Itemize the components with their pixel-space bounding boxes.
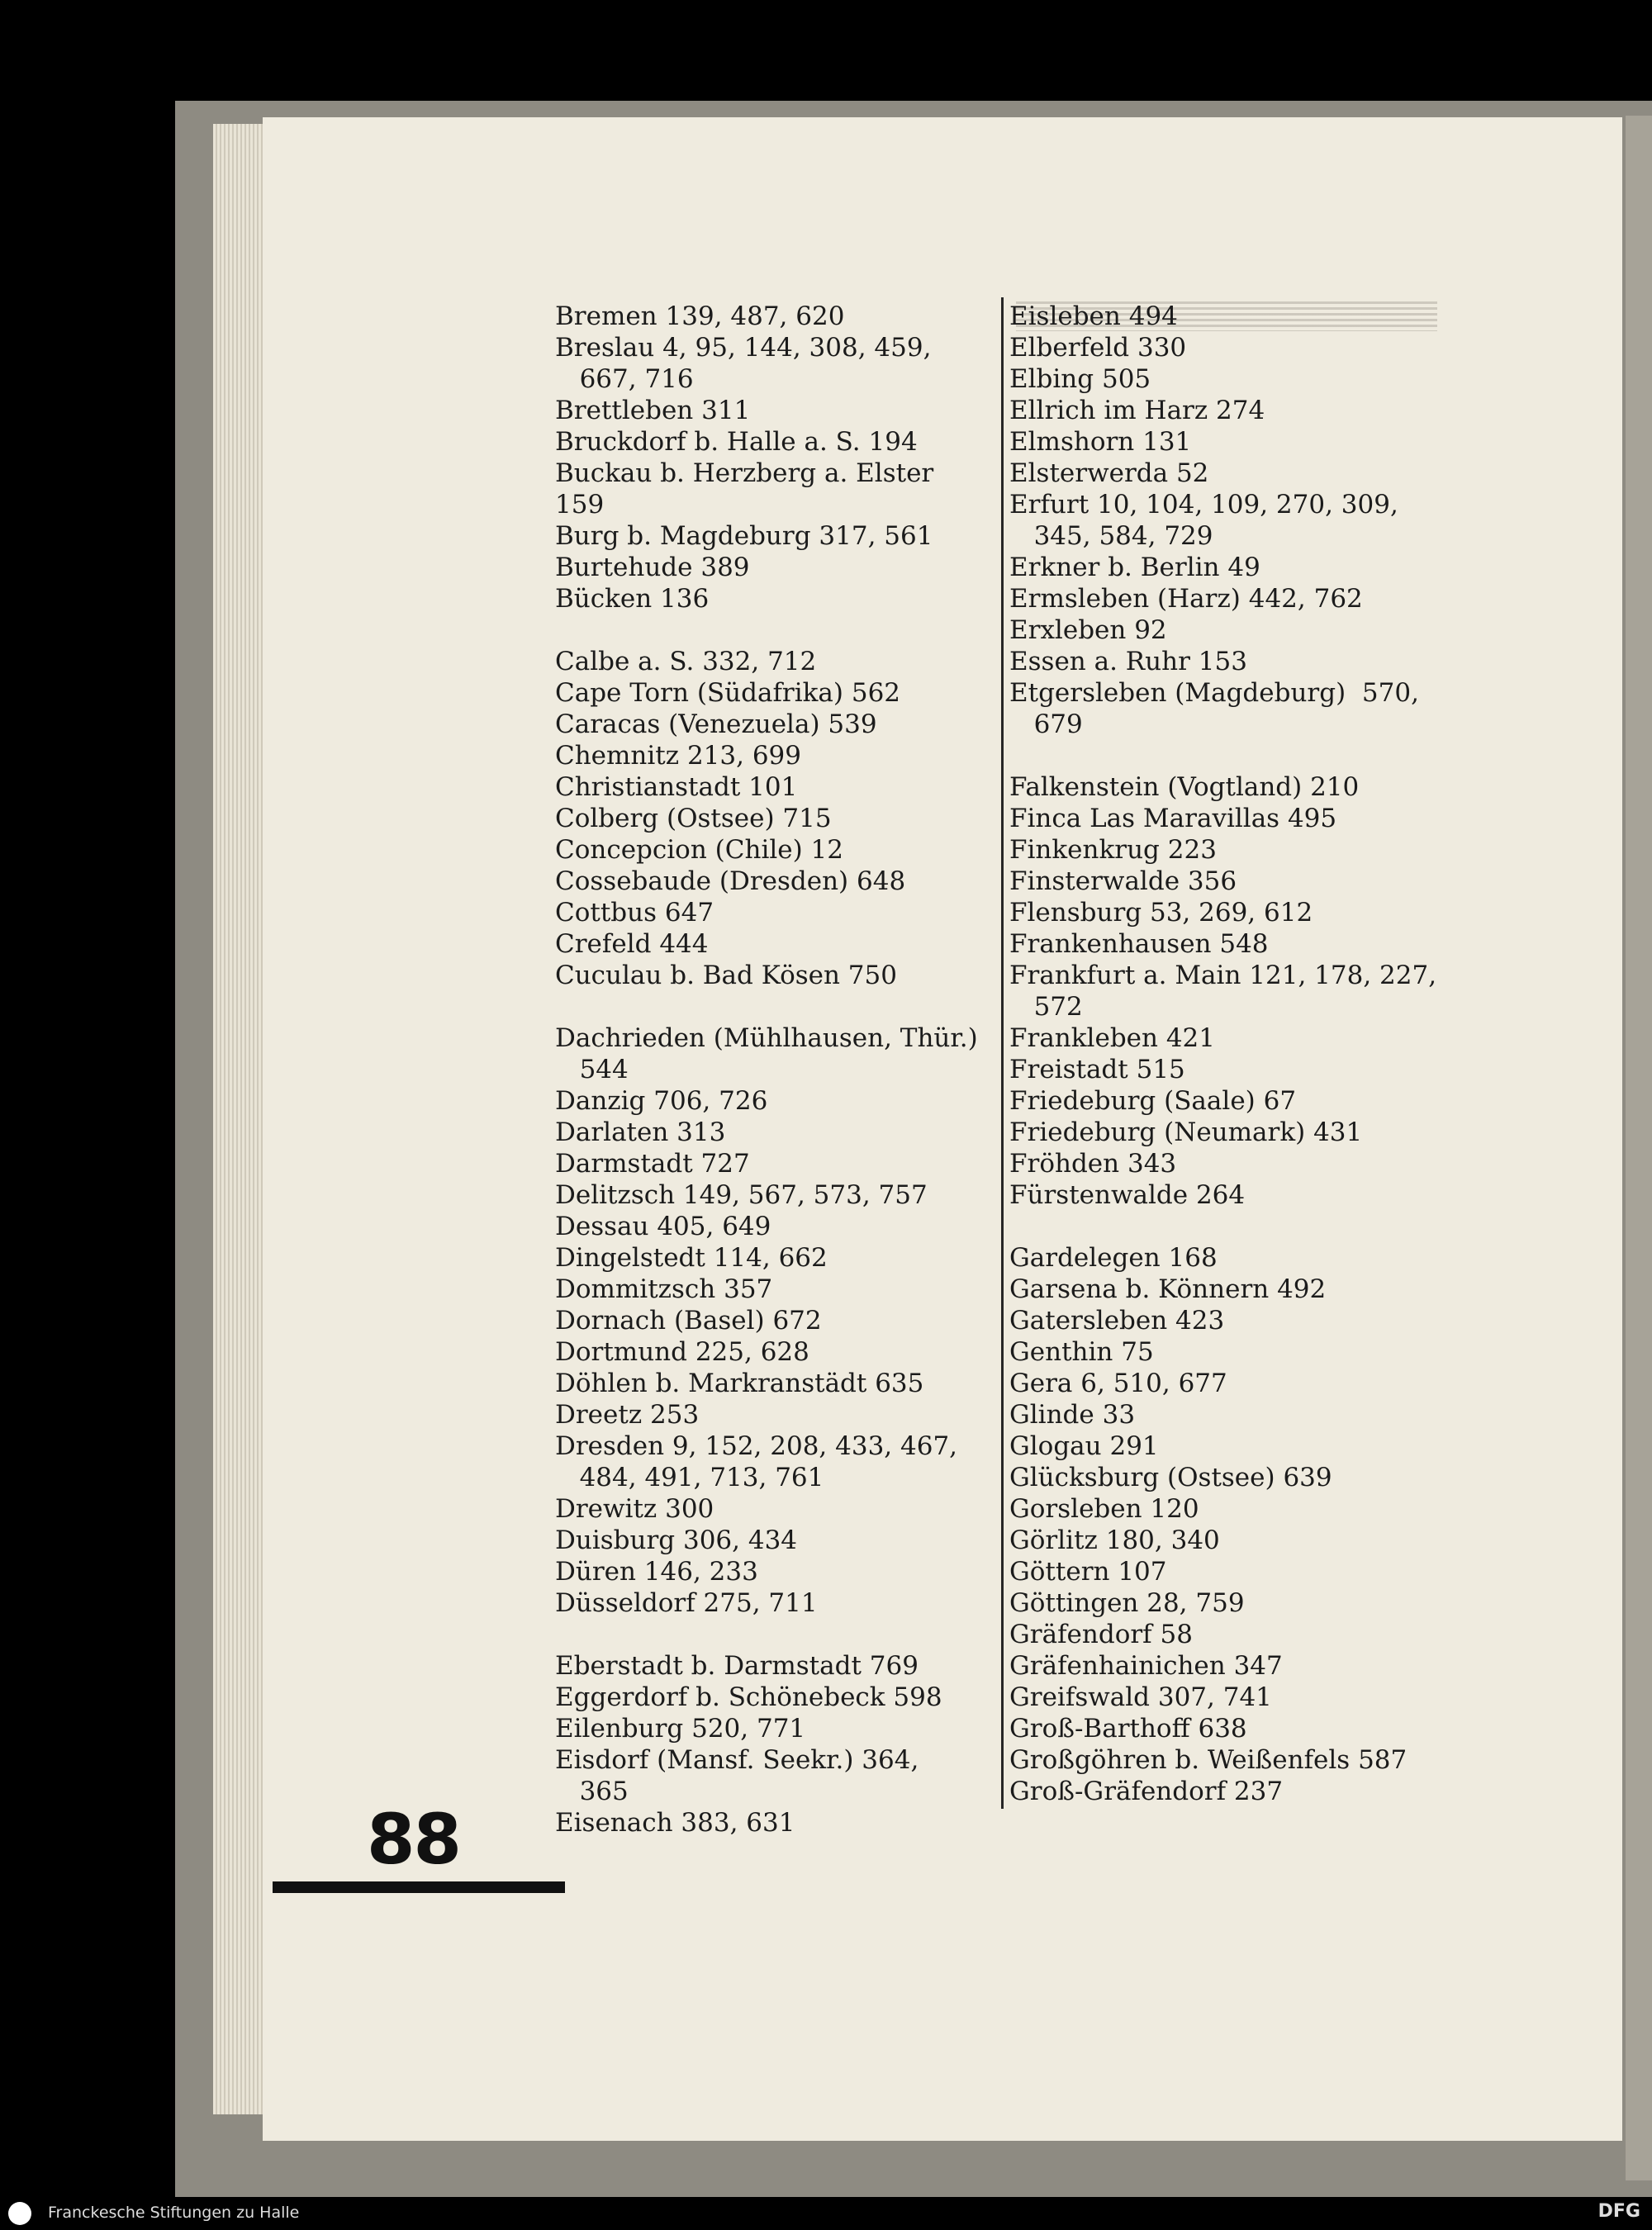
index-entry: Friedeburg (Saale) 67 — [1009, 1086, 1297, 1116]
index-entry: Colberg (Ostsee) 715 — [555, 804, 832, 833]
index-entry: Darlaten 313 — [555, 1117, 726, 1147]
dfg-logo: DFG — [1597, 2201, 1640, 2222]
index-entry: Fröhden 343 — [1009, 1149, 1177, 1179]
index-entry: 484, 491, 713, 761 — [555, 1463, 824, 1492]
index-entry: Garsena b. Könnern 492 — [1009, 1274, 1327, 1304]
index-entry: Dresden 9, 152, 208, 433, 467, — [555, 1431, 958, 1461]
institution-logo-icon — [8, 2202, 31, 2225]
index-entry: 572 — [1009, 992, 1083, 1022]
index-entry: Darmstadt 727 — [555, 1149, 750, 1179]
index-entry: Dingelstedt 114, 662 — [555, 1243, 828, 1273]
index-entry: Delitzsch 149, 567, 573, 757 — [555, 1180, 928, 1210]
page-number-rule — [273, 1881, 565, 1893]
index-entry: Elbing 505 — [1009, 364, 1151, 394]
index-entry: Bremen 139, 487, 620 — [555, 301, 845, 331]
index-entry: Elberfeld 330 — [1009, 333, 1187, 363]
index-entry: Etgersleben (Magdeburg) 570, — [1009, 678, 1419, 708]
index-entry: Düren 146, 233 — [555, 1557, 758, 1587]
index-entry: Eisleben 494 — [1009, 301, 1178, 331]
index-entry: Frankleben 421 — [1009, 1023, 1215, 1053]
index-entry: Gera 6, 510, 677 — [1009, 1369, 1227, 1398]
index-entry: Buckau b. Herzberg a. Elster 159 — [555, 458, 942, 520]
index-entry: Burg b. Magdeburg 317, 561 — [555, 521, 933, 551]
index-entry: Döhlen b. Markranstädt 635 — [555, 1369, 924, 1398]
index-entry: Calbe a. S. 332, 712 — [555, 647, 817, 676]
index-entry — [1009, 740, 1439, 771]
index-entry: Gräfenhainichen 347 — [1009, 1651, 1283, 1681]
index-entry: Düsseldorf 275, 711 — [555, 1588, 818, 1618]
index-entry: Finca Las Maravillas 495 — [1009, 804, 1337, 833]
index-entry: Glogau 291 — [1009, 1431, 1159, 1461]
index-entry: Dortmund 225, 628 — [555, 1337, 809, 1367]
index-column-left — [555, 301, 985, 1839]
column-divider — [1001, 297, 1004, 1809]
index-entry: Dornach (Basel) 672 — [555, 1306, 822, 1336]
index-entry: Erkner b. Berlin 49 — [1009, 553, 1260, 582]
index-entry: Falkenstein (Vogtland) 210 — [1009, 772, 1360, 802]
index-entry: 679 — [1009, 709, 1083, 739]
index-entry: Christianstadt 101 — [555, 772, 798, 802]
index-entry: Cottbus 647 — [555, 898, 714, 928]
index-entry: Görlitz 180, 340 — [1009, 1525, 1220, 1555]
index-entry: Göttingen 28, 759 — [1009, 1588, 1245, 1618]
index-entry: Cuculau b. Bad Kösen 750 — [555, 961, 897, 990]
index-entry: Friedeburg (Neumark) 431 — [1009, 1117, 1363, 1147]
index-entry: Danzig 706, 726 — [555, 1086, 768, 1116]
index-entry: Brettleben 311 — [555, 396, 751, 425]
index-entry: Dessau 405, 649 — [555, 1212, 771, 1241]
index-entry: Essen a. Ruhr 153 — [1009, 647, 1247, 676]
index-entry: Glücksburg (Ostsee) 639 — [1009, 1463, 1332, 1492]
index-entry: Genthin 75 — [1009, 1337, 1154, 1367]
index-entry: Chemnitz 213, 699 — [555, 741, 801, 771]
index-entry: Groß-Gräfendorf 237 — [1009, 1777, 1284, 1806]
index-entry: Crefeld 444 — [555, 929, 709, 959]
index-entry: Eberstadt b. Darmstadt 769 — [555, 1651, 919, 1681]
index-entry: Dachrieden (Mühlhausen, Thür.) — [555, 1023, 978, 1053]
index-entry: Eisdorf (Mansf. Seekr.) 364, — [555, 1745, 919, 1775]
index-entry: Flensburg 53, 269, 612 — [1009, 898, 1313, 928]
index-entry: Eilenburg 520, 771 — [555, 1714, 806, 1744]
index-column-right — [1009, 301, 1439, 1807]
index-entry: Glinde 33 — [1009, 1400, 1136, 1430]
index-entry: Erfurt 10, 104, 109, 270, 309, — [1009, 490, 1398, 520]
book-spine — [1626, 116, 1652, 2180]
index-entry: Breslau 4, 95, 144, 308, 459, — [555, 333, 932, 363]
index-entry: 667, 716 — [555, 364, 694, 394]
index-entry: Gatersleben 423 — [1009, 1306, 1225, 1336]
index-entry: Elsterwerda 52 — [1009, 458, 1209, 488]
index-entry: Dommitzsch 357 — [555, 1274, 773, 1304]
index-entry — [555, 1619, 985, 1650]
index-entry — [555, 614, 985, 646]
index-entry: Elmshorn 131 — [1009, 427, 1192, 457]
index-entry — [1009, 1211, 1439, 1242]
index-entry: Caracas (Venezuela) 539 — [555, 709, 877, 739]
index-entry: Burtehude 389 — [555, 553, 750, 582]
index-entry: Göttern 107 — [1009, 1557, 1167, 1587]
index-entry: 365 — [555, 1777, 629, 1806]
index-entry: Finsterwalde 356 — [1009, 866, 1237, 896]
index-entry: Ellrich im Harz 274 — [1009, 396, 1265, 425]
index-entry: 345, 584, 729 — [1009, 521, 1213, 551]
index-entry: Eggerdorf b. Schönebeck 598 — [555, 1682, 942, 1712]
index-entry: Gorsleben 120 — [1009, 1494, 1199, 1524]
institution-label: Franckesche Stiftungen zu Halle — [48, 2204, 300, 2222]
index-entry: Cape Torn (Südafrika) 562 — [555, 678, 901, 708]
page-edges — [213, 124, 263, 2114]
index-entry: Groß-Barthoff 638 — [1009, 1714, 1247, 1744]
index-entry: Großgöhren b. Weißenfels 587 — [1009, 1745, 1408, 1775]
index-entry: Dreetz 253 — [555, 1400, 700, 1430]
index-entry: Ermsleben (Harz) 442, 762 — [1009, 584, 1363, 614]
index-entry: Erxleben 92 — [1009, 615, 1167, 645]
index-entry: Drewitz 300 — [555, 1494, 714, 1524]
index-entry: Duisburg 306, 434 — [555, 1525, 798, 1555]
index-entry: Greifswald 307, 741 — [1009, 1682, 1272, 1712]
viewer-footer — [0, 2197, 1652, 2230]
index-entry: Bücken 136 — [555, 584, 710, 614]
index-entry: Cossebaude (Dresden) 648 — [555, 866, 906, 896]
index-entry: Frankfurt a. Main 121, 178, 227, — [1009, 961, 1437, 990]
index-entry: Eisenach 383, 631 — [555, 1808, 795, 1838]
index-entry: Frankenhausen 548 — [1009, 929, 1269, 959]
index-entry: Bruckdorf b. Halle a. S. 194 — [555, 427, 918, 457]
index-entry: Concepcion (Chile) 12 — [555, 835, 844, 865]
index-entry: Finkenkrug 223 — [1009, 835, 1217, 865]
index-entry — [555, 991, 985, 1022]
index-entry: Gardelegen 168 — [1009, 1243, 1218, 1273]
index-entry: Fürstenwalde 264 — [1009, 1180, 1246, 1210]
index-entry: Gräfendorf 58 — [1009, 1620, 1193, 1649]
page-number: 88 — [367, 1799, 460, 1880]
index-entry: 544 — [555, 1055, 629, 1084]
index-entry: Freistadt 515 — [1009, 1055, 1185, 1084]
